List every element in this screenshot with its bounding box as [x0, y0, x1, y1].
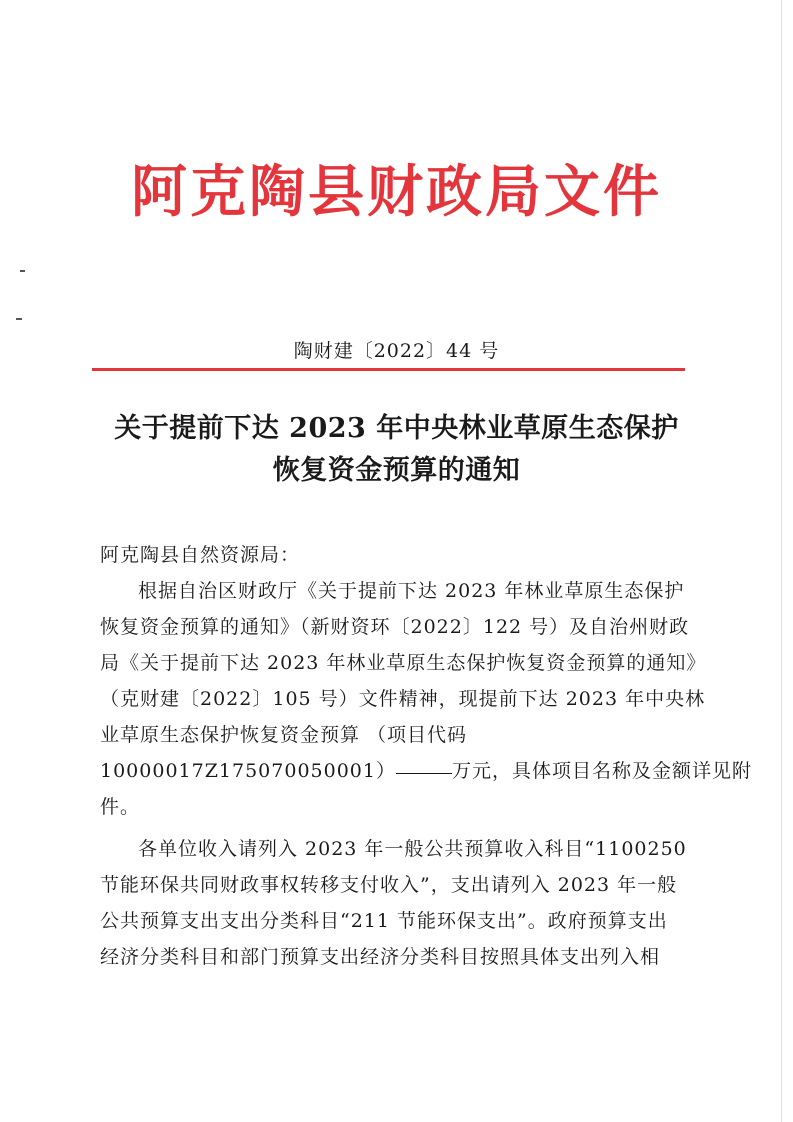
amount-blank [396, 772, 452, 774]
red-divider-line [92, 368, 685, 371]
paragraph-line: 业草原生态保护恢复资金预算 （项目代码 [100, 724, 468, 746]
document-header-title: 阿克陶县财政局文件 [131, 159, 662, 225]
amount-suffix: 万元，具体项目名称及金额详见附 [451, 760, 752, 782]
paragraph-line: 经济分类科目和部门预算支出经济分类科目按照具体支出列入相 [100, 946, 661, 968]
notice-title-line1: 关于提前下达 2023 年中央林业草原生态保护 [114, 413, 679, 444]
notice-title-line2: 恢复资金预算的通知 [272, 455, 521, 486]
paragraph-line: 节能环保共同财政事权转移支付收入”，支出请列入 2023 年一般 [100, 874, 678, 896]
paragraph-line: 公共预算支出支出分类科目“211 节能环保支出”。政府预算支出 [100, 910, 668, 932]
scan-speck [20, 270, 25, 272]
paragraph-line-amount [100, 753, 752, 789]
document-number: 陶财建〔2022〕44 号 [293, 340, 500, 362]
addressee: 阿克陶县自然资源局： [100, 544, 301, 566]
paragraph-1 [100, 573, 752, 825]
paragraph-line: 局《关于提前下达 2023 年林业草原生态保护恢复资金预算的通知》 [100, 652, 707, 674]
paragraph-line: 恢复资金预算的通知》（新财资环〔2022〕122 号）及自治州财政 [100, 616, 690, 638]
paragraph-line: 根据自治区财政厅《关于提前下达 2023 年林业草原生态保护 [138, 580, 685, 602]
scan-speck [16, 318, 22, 320]
paragraph-line: （克财建〔2022〕105 号）文件精神，现提前下达 2023 年中央林 [100, 688, 706, 710]
paragraph-line: 件。 [100, 796, 141, 818]
notice-title [60, 408, 733, 492]
paragraph-line: 各单位收入请列入 2023 年一般公共预算收入科目“1100250 [138, 838, 687, 860]
paragraph-2 [100, 831, 690, 975]
project-code: 10000017Z175070050001） [100, 760, 396, 782]
